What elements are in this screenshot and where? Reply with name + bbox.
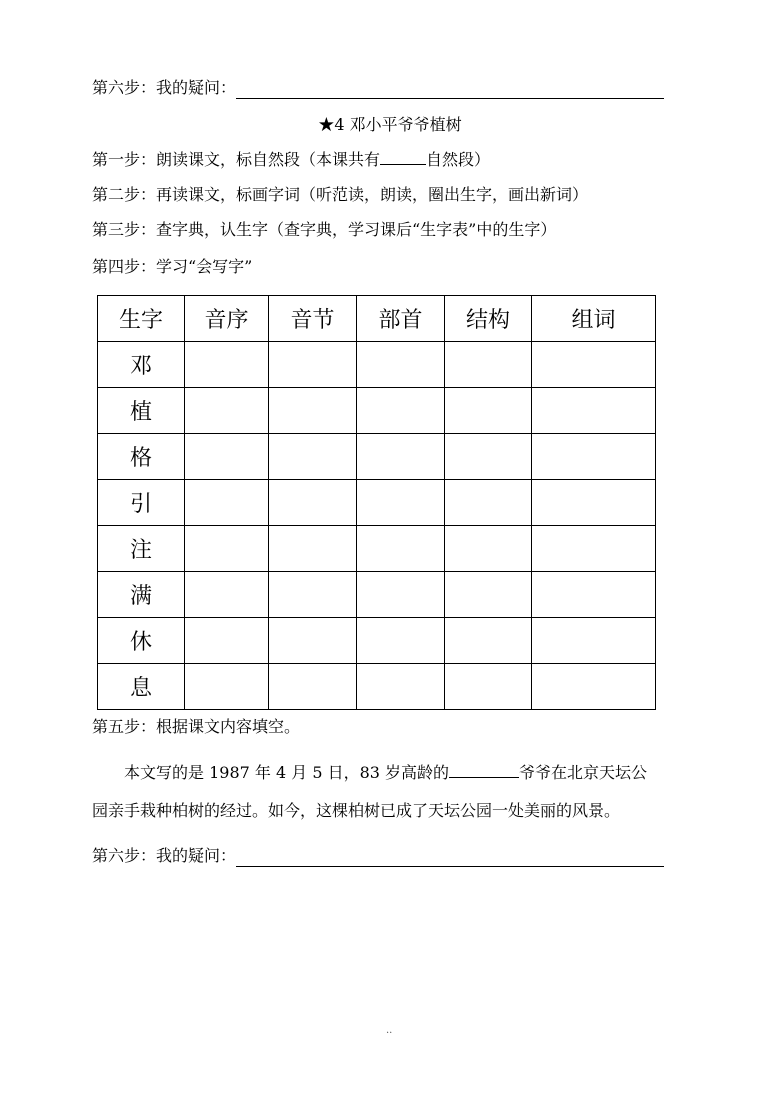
row-character: 格	[98, 434, 185, 480]
name-blank[interactable]	[449, 761, 519, 778]
table-row	[98, 618, 656, 664]
step1-line	[92, 148, 490, 170]
answer-cell[interactable]	[445, 480, 532, 526]
step5-text-after: 爷爷在北京天坛公	[519, 763, 648, 782]
bottom-question-blank[interactable]	[236, 846, 664, 867]
answer-cell[interactable]	[532, 664, 656, 710]
table-row	[98, 480, 656, 526]
row-character: 满	[98, 572, 185, 618]
table-row	[98, 388, 656, 434]
header-yinxu: 音序	[185, 296, 269, 342]
table-row	[98, 434, 656, 480]
row-character: 注	[98, 526, 185, 572]
answer-cell[interactable]	[185, 618, 269, 664]
header-yinjie: 音节	[269, 296, 357, 342]
header-bushou: 部首	[357, 296, 445, 342]
answer-cell[interactable]	[269, 388, 357, 434]
answer-cell[interactable]	[357, 572, 445, 618]
table-row	[98, 526, 656, 572]
answer-cell[interactable]	[445, 434, 532, 480]
step5-text-line2: 园亲手栽种柏树的经过。如今，这棵柏树已成了天坛公园一处美丽的风景。	[92, 801, 621, 820]
row-character: 休	[98, 618, 185, 664]
row-character: 植	[98, 388, 185, 434]
lesson-title: ★4 邓小平爷爷植树	[318, 115, 462, 134]
header-zuci: 组词	[532, 296, 656, 342]
answer-cell[interactable]	[532, 342, 656, 388]
answer-cell[interactable]	[269, 618, 357, 664]
table-row	[98, 572, 656, 618]
step4-line: 第四步：学习“会写字”	[92, 257, 253, 276]
answer-cell[interactable]	[185, 664, 269, 710]
answer-cell[interactable]	[185, 388, 269, 434]
step3-line: 第三步：查字典，认生字（查字典，学习课后“生字表”中的生字）	[92, 220, 557, 239]
answer-cell[interactable]	[532, 434, 656, 480]
answer-cell[interactable]	[532, 480, 656, 526]
step1-suffix: 自然段）	[426, 150, 491, 169]
answer-cell[interactable]	[185, 572, 269, 618]
step2-line: 第二步：再读课文，标画字词（听范读，朗读，圈出生字，画出新词）	[92, 185, 589, 204]
answer-cell[interactable]	[445, 388, 532, 434]
step5-paragraph	[92, 754, 692, 830]
answer-cell[interactable]	[269, 526, 357, 572]
answer-cell[interactable]	[532, 526, 656, 572]
answer-cell[interactable]	[357, 526, 445, 572]
step5-label: 第五步：根据课文内容填空。	[92, 717, 301, 736]
row-character: 息	[98, 664, 185, 710]
header-shengzi: 生字	[98, 296, 185, 342]
answer-cell[interactable]	[445, 342, 532, 388]
answer-cell[interactable]	[185, 434, 269, 480]
table-row	[98, 664, 656, 710]
top-question-line	[92, 78, 664, 99]
answer-cell[interactable]	[357, 388, 445, 434]
character-table	[97, 295, 656, 710]
answer-cell[interactable]	[357, 434, 445, 480]
step1-prefix: 第一步：朗读课文，标自然段（本课共有	[92, 150, 381, 169]
answer-cell[interactable]	[269, 434, 357, 480]
bottom-question-label: 第六步：我的疑问：	[92, 846, 237, 865]
table-row	[98, 342, 656, 388]
answer-cell[interactable]	[532, 572, 656, 618]
row-character: 引	[98, 480, 185, 526]
top-question-blank[interactable]	[236, 78, 664, 99]
step5-text-before: 本文写的是 1987 年 4 月 5 日，83 岁高龄的	[124, 763, 450, 782]
answer-cell[interactable]	[357, 480, 445, 526]
bottom-question-line	[92, 846, 664, 867]
answer-cell[interactable]	[269, 664, 357, 710]
answer-cell[interactable]	[269, 572, 357, 618]
answer-cell[interactable]	[445, 664, 532, 710]
answer-cell[interactable]	[445, 618, 532, 664]
answer-cell[interactable]	[445, 572, 532, 618]
answer-cell[interactable]	[532, 618, 656, 664]
answer-cell[interactable]	[357, 664, 445, 710]
table-header-row	[98, 296, 656, 342]
answer-cell[interactable]	[269, 480, 357, 526]
answer-cell[interactable]	[185, 526, 269, 572]
paragraph-count-blank[interactable]	[380, 148, 426, 165]
top-question-label: 第六步：我的疑问：	[92, 78, 237, 97]
answer-cell[interactable]	[185, 480, 269, 526]
page-footer-mark: ..	[386, 1025, 393, 1036]
answer-cell[interactable]	[185, 342, 269, 388]
answer-cell[interactable]	[357, 342, 445, 388]
answer-cell[interactable]	[357, 618, 445, 664]
answer-cell[interactable]	[445, 526, 532, 572]
header-jiegou: 结构	[445, 296, 532, 342]
answer-cell[interactable]	[269, 342, 357, 388]
answer-cell[interactable]	[532, 388, 656, 434]
row-character: 邓	[98, 342, 185, 388]
